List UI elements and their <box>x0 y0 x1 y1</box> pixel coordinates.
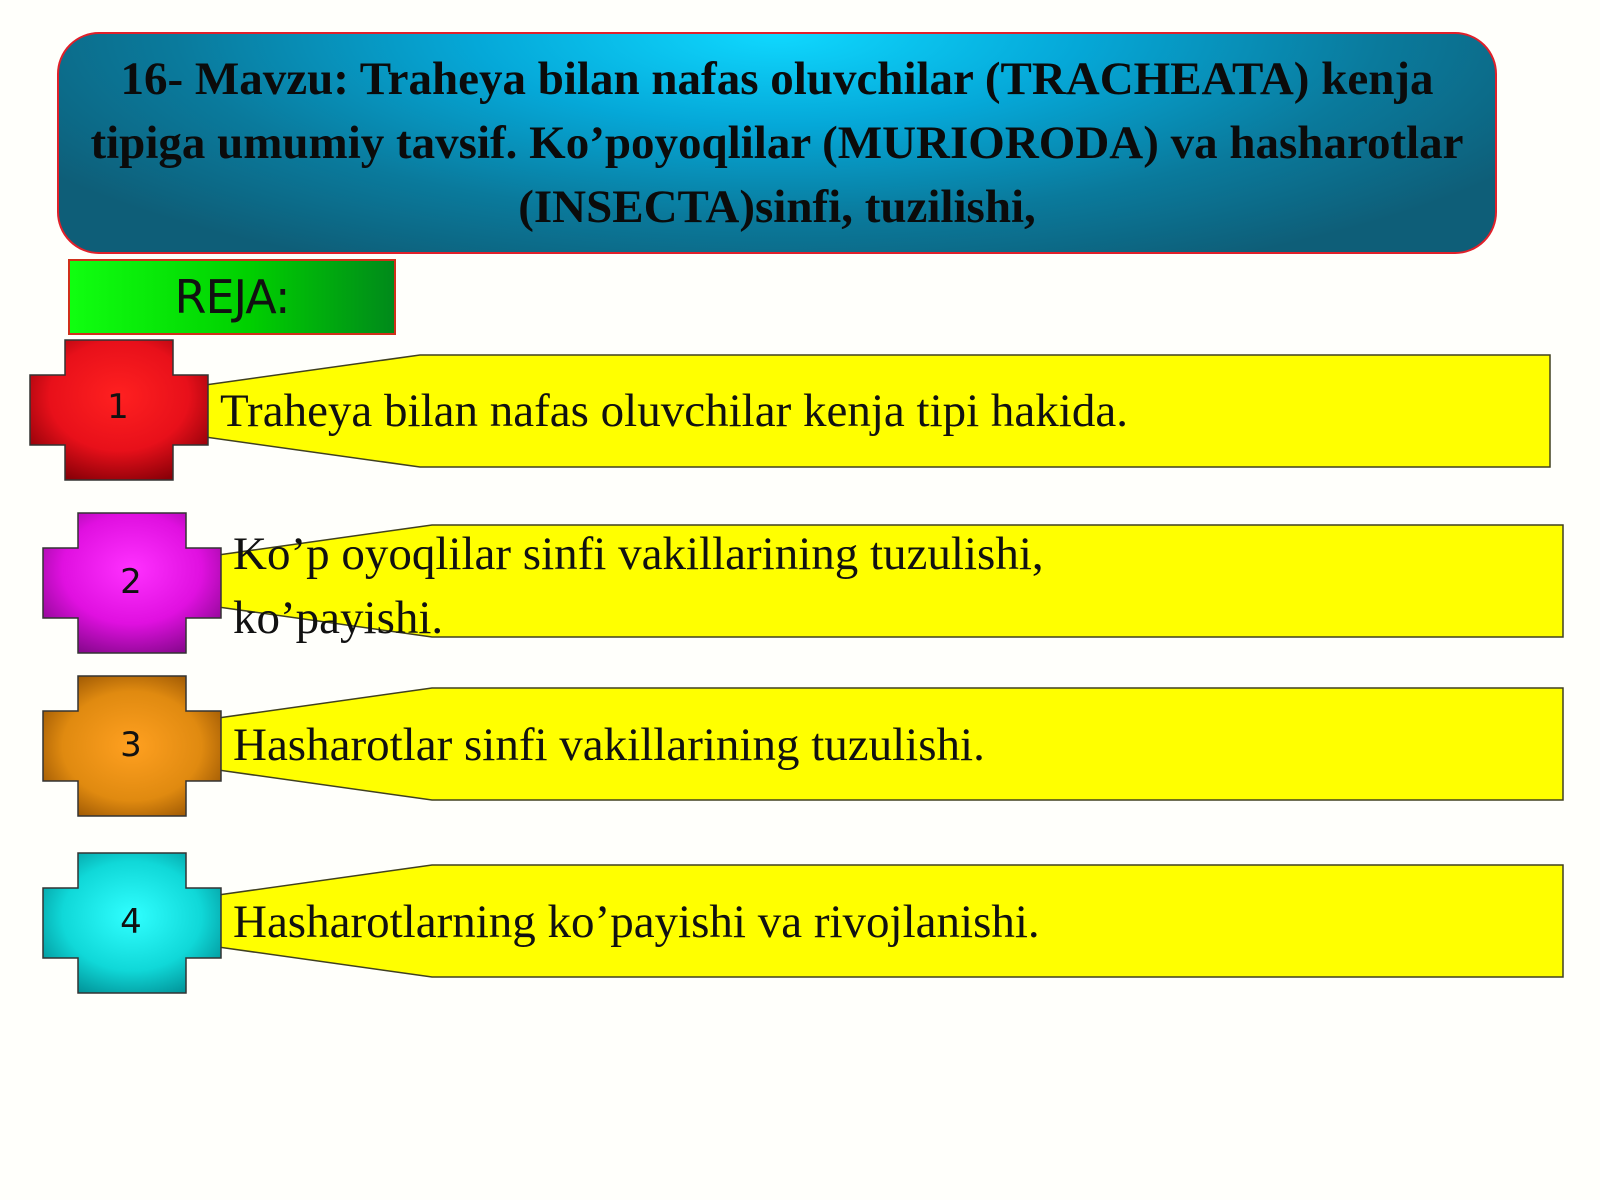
title-banner <box>57 32 1497 254</box>
plan-label: REJA: <box>174 270 290 324</box>
plan-label-box <box>68 259 396 335</box>
item-number-3: 3 <box>120 725 142 765</box>
item-text-3: Hasharotlar sinfi vakillarining tuzulishi. <box>233 719 985 771</box>
item-number-1: 1 <box>107 387 129 427</box>
item-text-1: Traheya bilan nafas oluvchilar kenja tipi hakida. <box>220 385 1128 437</box>
plan-item-1 <box>0 340 1600 490</box>
slide-title: 16- Mavzu: Traheya bilan nafas oluvchilar (TRACHEATA) kenja tipiga umumiy tavsif. Ko’poyoqlilar (MURIORODA) va hasharotlar (INSECTA)sinfi, tuzilishi, <box>90 53 1464 233</box>
item-text-2: Ko’p oyoqlilar sinfi vakillarining tuzulishi, ko’payishi. <box>233 528 1044 644</box>
item-text-4: Hasharotlarning ko’payishi va rivojlanishi. <box>233 896 1040 948</box>
plan-item-2 <box>0 510 1600 660</box>
plan-item-4 <box>0 850 1600 1000</box>
item-number-4: 4 <box>120 902 142 942</box>
item-number-2: 2 <box>120 562 142 602</box>
plan-item-3 <box>0 673 1600 823</box>
